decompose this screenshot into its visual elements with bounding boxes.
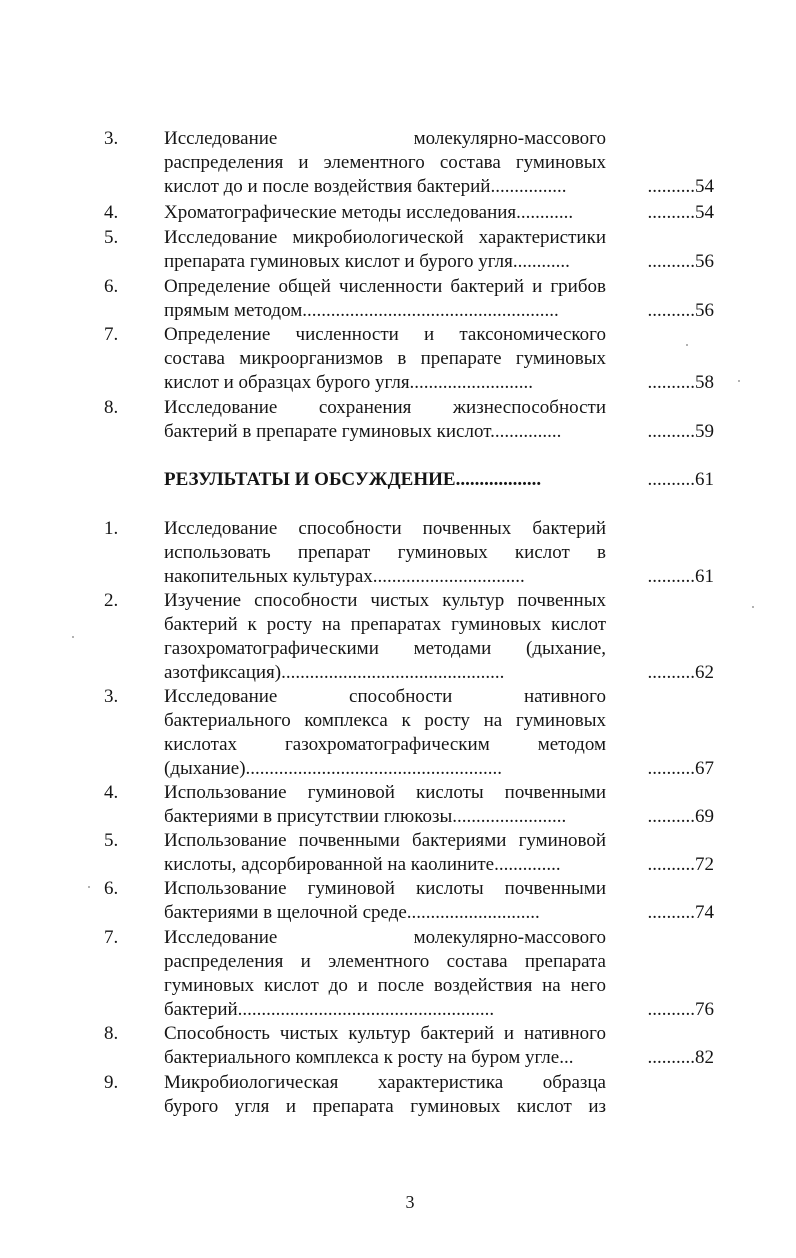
- entry-number: 3.: [104, 128, 119, 149]
- scan-speck: [88, 886, 90, 888]
- entry-title-line: распределения и элементного состава препарата: [164, 951, 606, 972]
- entry-number: 8.: [104, 1023, 119, 1044]
- entry-number: 2.: [104, 590, 119, 611]
- entry-title-line: Микробиологическая характеристика образца: [164, 1072, 606, 1093]
- entry-title: [164, 781, 606, 829]
- section-heading-text: РЕЗУЛЬТАТЫ И ОБСУЖДЕНИЕ..................: [164, 469, 542, 490]
- entry-title-line: Использование гуминовой кислоты почвенными: [164, 782, 606, 803]
- entry-page-ref: ..........61: [647, 469, 714, 490]
- entry-number: 3.: [104, 686, 119, 707]
- entry-title-line: гуминовых кислот до и после воздействия на него: [164, 975, 606, 996]
- entry-number: 7.: [104, 927, 119, 948]
- scan-speck: [738, 380, 740, 382]
- entry-title-line: кислотах газохроматографическим методом: [164, 734, 606, 755]
- entry-number: 6.: [104, 878, 119, 899]
- page-number: 3: [405, 1192, 415, 1212]
- entry-title: [164, 877, 606, 925]
- entry-title: [164, 926, 606, 1022]
- entry-page-ref: ..........74: [647, 902, 714, 923]
- entry-number: 5.: [104, 830, 119, 851]
- entry-title-line: состава микроорганизмов в препарате гуминовых: [164, 348, 606, 369]
- entry-title-line: накопительных культурах................................: [164, 566, 525, 587]
- entry-title: [164, 1022, 606, 1070]
- entry-title-line: Исследование молекулярно-массового: [164, 927, 606, 948]
- entry-page-ref: ..........54: [647, 202, 714, 223]
- entry-title-line: Изучение способности чистых культур почвенных: [164, 590, 606, 611]
- entry-page-ref: ..........58: [647, 372, 714, 393]
- entry-number: 5.: [104, 227, 119, 248]
- entry-title-line: (дыхание)......................................................: [164, 758, 503, 779]
- entry-page-ref: ..........62: [647, 662, 714, 683]
- entry-title-line: кислот и образцах бурого угля..........................: [164, 372, 534, 393]
- entry-title: [164, 275, 606, 323]
- entry-title-line: Исследование молекулярно-массового: [164, 128, 606, 149]
- scan-speck: [752, 606, 754, 608]
- entry-title: [164, 829, 606, 877]
- entry-title-line: бактерий......................................................: [164, 999, 495, 1020]
- entry-number: 9.: [104, 1072, 119, 1093]
- entry-title-line: Использование почвенными бактериями гуминовой: [164, 830, 606, 851]
- entry-title-line: прямым методом......................................................: [164, 300, 559, 321]
- entry-title-line: бактерий в препарате гуминовых кислот...............: [164, 421, 562, 442]
- entry-title-line: бактериального комплекса к росту на гуминовых: [164, 710, 606, 731]
- entry-title: [164, 226, 606, 274]
- entry-title-line: бактериального комплекса к росту на буром угле...: [164, 1047, 574, 1068]
- entry-title-line: распределения и элементного состава гуминовых: [164, 152, 606, 173]
- entry-page-ref: ..........69: [647, 806, 714, 827]
- entry-page-ref: ..........59: [647, 421, 714, 442]
- entry-title-line: газохроматографическими методами (дыхание,: [164, 638, 606, 659]
- entry-title-line: бурого угля и препарата гуминовых кислот из: [164, 1096, 606, 1117]
- entry-page-ref: ..........54: [647, 176, 714, 197]
- entry-title: [164, 201, 606, 225]
- entry-title-line: Использование гуминовой кислоты почвенными: [164, 878, 606, 899]
- entry-title-line: Исследование способности почвенных бактерий: [164, 518, 606, 539]
- entry-title-line: Определение численности и таксономического: [164, 324, 606, 345]
- entry-number: 4.: [104, 202, 119, 223]
- entry-page-ref: ..........76: [647, 999, 714, 1020]
- entry-title: [164, 1071, 606, 1119]
- entry-title-line: бактериями в присутствии глюкозы........................: [164, 806, 567, 827]
- entry-page-ref: ..........61: [647, 566, 714, 587]
- entry-title-line: Определение общей численности бактерий и грибов: [164, 276, 606, 297]
- entry-page-ref: ..........67: [647, 758, 714, 779]
- entry-title-line: Исследование сохранения жизнеспособности: [164, 397, 606, 418]
- entry-title: [164, 589, 606, 685]
- entry-number: 7.: [104, 324, 119, 345]
- entry-number: 4.: [104, 782, 119, 803]
- entry-title-line: азотфиксация)...............................................: [164, 662, 505, 683]
- entry-page-ref: ..........72: [647, 854, 714, 875]
- entry-title-line: бактерий к росту на препаратах гуминовых кислот: [164, 614, 606, 635]
- entry-title: [164, 396, 606, 444]
- entry-title-line: Исследование способности нативного: [164, 686, 606, 707]
- entry-title-line: использовать препарат гуминовых кислот в: [164, 542, 606, 563]
- entry-title-line: бактериями в щелочной среде............................: [164, 902, 540, 923]
- entry-page-ref: ..........82: [647, 1047, 714, 1068]
- entry-title: [164, 517, 606, 589]
- entry-page-ref: ..........56: [647, 300, 714, 321]
- entry-title-line: кислоты, адсорбированной на каолините..............: [164, 854, 561, 875]
- entry-title-line: кислот до и после воздействия бактерий................: [164, 176, 567, 197]
- entry-title-line: Способность чистых культур бактерий и нативного: [164, 1023, 606, 1044]
- scan-speck: [72, 636, 74, 638]
- entry-number: 6.: [104, 276, 119, 297]
- entry-page-ref: ..........56: [647, 251, 714, 272]
- entry-title: [164, 323, 606, 395]
- scan-speck: [686, 344, 688, 346]
- entry-title-line: Исследование микробиологической характеристики: [164, 227, 606, 248]
- entry-title: [164, 127, 606, 199]
- entry-number: 8.: [104, 397, 119, 418]
- entry-title: [164, 685, 606, 781]
- entry-title-line: препарата гуминовых кислот и бурого угля............: [164, 251, 570, 272]
- entry-number: 1.: [104, 518, 119, 539]
- entry-title-line: Хроматографические методы исследования............: [164, 202, 574, 223]
- entry-title: [164, 468, 606, 492]
